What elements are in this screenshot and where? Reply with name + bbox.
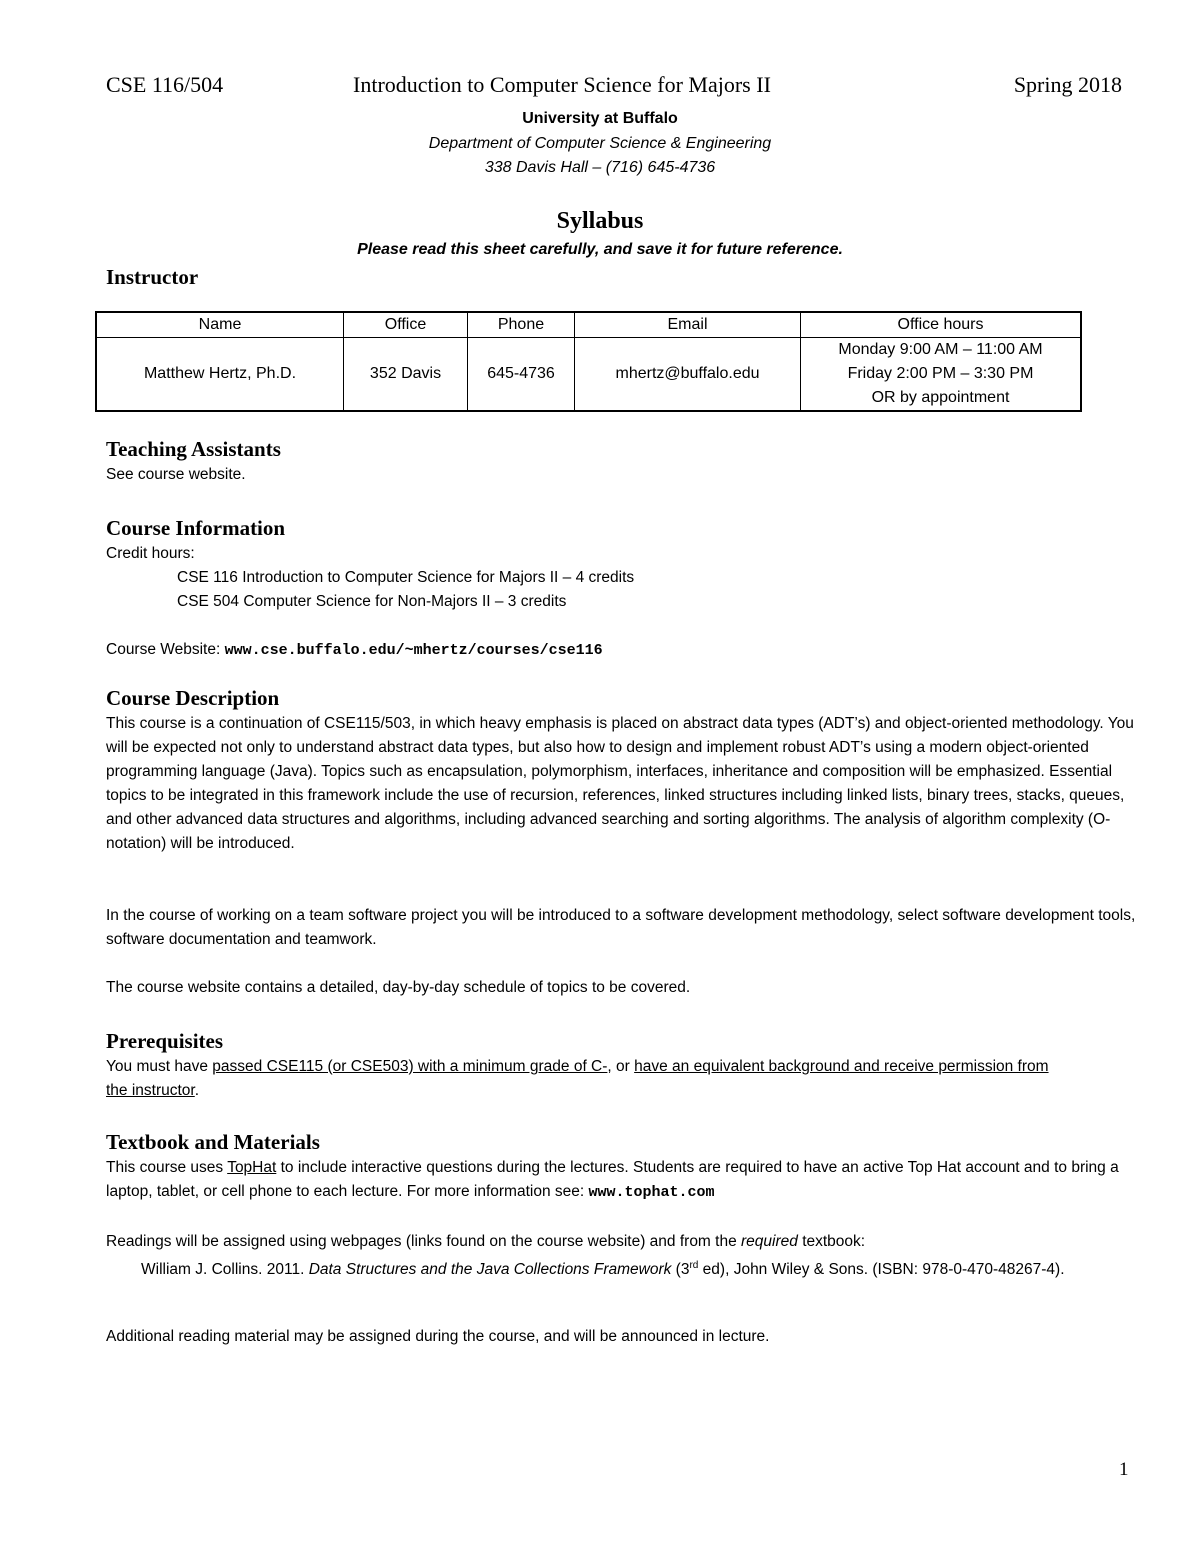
course-info-heading: Course Information (106, 516, 286, 540)
book-title: Data Structures and the Java Collections Framework (308, 1261, 672, 1279)
tophat-paragraph (106, 1156, 1136, 1205)
col-office: Office (344, 312, 468, 338)
col-phone: Phone (468, 312, 575, 338)
university-name: University at Buffalo (522, 110, 678, 127)
course-code: CSE 116/504 (106, 72, 224, 97)
ta-text: See course website. (106, 466, 246, 483)
textbook-heading: Textbook and Materials (106, 1130, 320, 1154)
prereq-text (106, 1055, 1066, 1103)
department-address: 338 Davis Hall – (716) 645-4736 (484, 159, 716, 176)
document-title: Syllabus (556, 208, 644, 234)
hours-line: Monday 9:00 AM – 11:00 AM (838, 341, 1043, 358)
prereq-heading: Prerequisites (106, 1029, 224, 1053)
book-edition-pre: (3 (671, 1261, 690, 1279)
tophat-pre: This course uses (106, 1159, 228, 1176)
credit-item: CSE 116 Introduction to Computer Science for Majors II – 4 credits (177, 569, 635, 586)
credit-hours-label: Credit hours: (106, 545, 195, 562)
instructor-hours (801, 338, 1082, 412)
instructor-email[interactable]: mhertz@buffalo.edu (575, 338, 801, 412)
col-office-hours: Office hours (801, 312, 1082, 338)
page-number: 1 (1119, 1459, 1129, 1480)
instructor-heading: Instructor (106, 265, 199, 289)
table-row (96, 338, 1081, 412)
document-subtitle: Please read this sheet carefully, and save it for future reference. (357, 241, 843, 258)
additional-reading: Additional reading material may be assigned during the course, and will be announced in lecture. (106, 1328, 770, 1345)
readings-post: textbook: (797, 1233, 866, 1250)
book-edition-sup: rd (689, 1260, 699, 1271)
term: Spring 2018 (1013, 72, 1122, 97)
instructor-table-header (96, 312, 1081, 338)
hours-line: OR by appointment (871, 389, 1010, 406)
description-paragraph-3: The course website contains a detailed, day-by-day schedule of topics to be covered. (106, 979, 691, 996)
tophat-url[interactable]: www.tophat.com (588, 1184, 715, 1201)
tophat-post: to include interactive questions during the lectures. Students are required to have an active Top Hat account and to bring a laptop, tablet, or cell phone to each lecture. For more information see: (106, 1159, 1119, 1200)
tophat-link[interactable]: TopHat (227, 1159, 277, 1176)
description-heading: Course Description (106, 686, 280, 710)
instructor-office: 352 Davis (344, 338, 468, 412)
col-email: Email (575, 312, 801, 338)
course-website (106, 638, 603, 663)
col-name: Name (96, 312, 344, 338)
prereq-end: . (194, 1082, 200, 1099)
instructor-name: Matthew Hertz, Ph.D. (96, 338, 344, 412)
book-author: William J. Collins. 2011. (141, 1261, 309, 1279)
prereq-requirement-2: have an equivalent background and receive permission from the instructor (106, 1058, 1049, 1099)
prereq-connector: , or (607, 1058, 635, 1075)
course-title: Introduction to Computer Science for Majors II (353, 72, 771, 97)
credit-item: CSE 504 Computer Science for Non-Majors II – 3 credits (177, 593, 567, 610)
prereq-requirement-1: passed CSE115 (or CSE503) with a minimum grade of C- (212, 1058, 608, 1075)
textbook-citation (141, 1254, 1116, 1282)
book-publisher: ed), John Wiley & Sons. (ISBN: 978-0-470-48267-4). (698, 1261, 1065, 1279)
department-name: Department of Computer Science & Engineering (428, 135, 772, 152)
readings-paragraph (106, 1230, 1136, 1254)
readings-pre: Readings will be assigned using webpages (links found on the course website) and from the (106, 1233, 742, 1250)
website-label: Course Website: (106, 641, 225, 658)
instructor-table (95, 311, 1082, 412)
readings-required: required (741, 1233, 798, 1250)
ta-heading: Teaching Assistants (106, 437, 281, 461)
instructor-phone: 645-4736 (468, 338, 575, 412)
description-paragraph-1: This course is a continuation of CSE115/503, in which heavy emphasis is placed on abstract data types (ADT’s) and object-oriented methodology. You will be expected not only to understand abstract data types, but also how to design and implement robust ADT’s using a modern object-oriented programming language (Java). Topics such as encapsulation, polymorphism, interfaces, inheritance and composition will be emphasized. Essential topics to be integrated in this framework include the use of recursion, references, linked structures including linked lists, binary trees, stacks, queues, and other advanced data structures and algorithms, including advanced searching and sorting algorithms. The analysis of algorithm complexity (O-notation) will be introduced. (106, 715, 1134, 852)
website-link[interactable]: www.cse.buffalo.edu/~mhertz/courses/cse116 (224, 642, 603, 659)
prereq-intro: You must have (106, 1058, 213, 1075)
description-paragraph-2: In the course of working on a team software project you will be introduced to a software development methodology, select software development tools, software documentation and teamwork. (106, 907, 1136, 948)
hours-line: Friday 2:00 PM – 3:30 PM (847, 365, 1034, 382)
